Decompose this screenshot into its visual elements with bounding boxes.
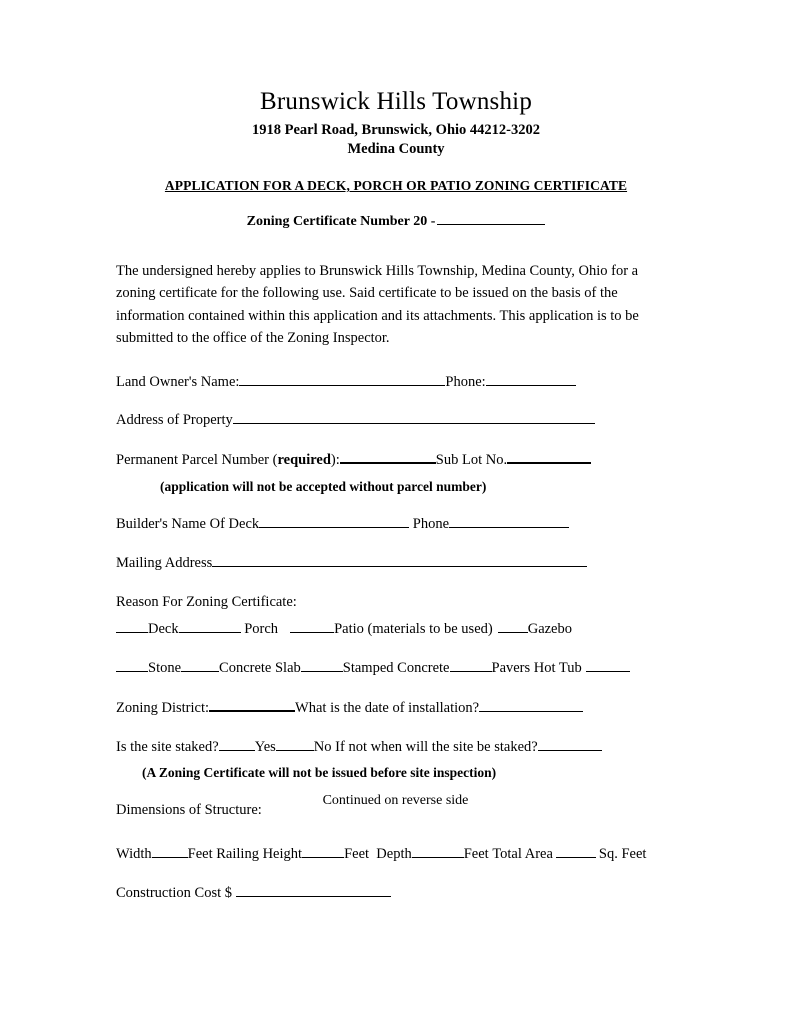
parcel-row	[116, 449, 676, 472]
depth-field[interactable]	[412, 844, 464, 858]
railing-height-field[interactable]	[302, 844, 344, 858]
reason-label-row	[116, 592, 676, 614]
install-date-field[interactable]	[479, 698, 583, 712]
reason-deck-label: Deck	[148, 621, 179, 638]
mailing-address-field[interactable]	[212, 553, 587, 567]
reason-patio-label: Patio (materials to be used)	[334, 621, 493, 638]
stone-checkbox-line[interactable]	[116, 658, 148, 672]
builder-row	[116, 514, 676, 536]
construction-cost-label: Construction Cost $	[116, 884, 233, 901]
zoning-district-label: Zoning District:	[116, 699, 210, 716]
land-owner-field[interactable]	[239, 372, 445, 386]
parcel-number-field[interactable]	[340, 449, 436, 464]
township-title: Brunswick Hills Township	[259, 88, 533, 115]
material-pavers-label: Pavers	[491, 660, 531, 677]
land-owner-label: Land Owner's Name:	[116, 373, 240, 390]
feet-label-1: Feet	[187, 846, 213, 863]
owner-phone-field[interactable]	[486, 372, 576, 386]
intro-paragraph: The undersigned hereby applies to Brunswick Hills Township, Medina County, Ohio for a zoning certificate for the following use. Said certificate to be issued on the basis of the information contained within this application and its attachments. This application is to be submitted to the office of the Zoning Inspector.	[116, 262, 639, 347]
gazebo-checkbox-line[interactable]	[498, 619, 528, 633]
township-address: 1918 Pearl Road, Brunswick, Ohio 44212-3202	[252, 121, 540, 138]
porch-checkbox-line[interactable]	[179, 619, 241, 633]
parcel-label-a: Permanent Parcel Number (	[116, 452, 278, 469]
feet-label-3: Feet	[463, 846, 489, 863]
inspection-note: (A Zoning Certificate will not be issued before site inspection)	[142, 765, 497, 781]
address-label: Address of Property	[116, 412, 233, 429]
application-title: APPLICATION FOR A DECK, PORCH OR PATIO ZONING CERTIFICATE	[164, 177, 628, 193]
mailing-label: Mailing Address	[116, 554, 213, 571]
feet-label-2: Feet	[344, 846, 370, 863]
sq-feet-label: Sq. Feet	[598, 846, 647, 863]
staked-no-line[interactable]	[276, 737, 314, 751]
land-owner-row	[116, 372, 676, 394]
staked-yes-line[interactable]	[219, 737, 255, 751]
material-stamped-concrete-label: Stamped Concrete	[342, 660, 450, 677]
deck-checkbox-line[interactable]	[116, 619, 148, 633]
mailing-row	[116, 553, 676, 575]
zoning-district-row	[116, 697, 676, 720]
dimensions-label: Dimensions of Structure:	[116, 802, 262, 819]
sub-lot-label: Sub Lot No.	[435, 452, 508, 469]
staked-row	[116, 737, 676, 759]
material-stone-label: Stone	[148, 660, 182, 677]
materials-row	[116, 658, 676, 680]
sub-lot-field[interactable]	[507, 449, 591, 464]
builder-phone-field[interactable]	[449, 514, 569, 528]
staked-when-field[interactable]	[538, 737, 602, 751]
depth-label: Depth	[376, 846, 412, 863]
builder-name-field[interactable]	[259, 514, 409, 528]
width-field[interactable]	[152, 844, 188, 858]
phone-label: Phone:	[445, 373, 486, 390]
reason-porch-label: Porch	[244, 621, 279, 638]
builder-phone-label: Phone	[412, 515, 450, 532]
parcel-note: (application will not be accepted without parcel number)	[160, 479, 487, 495]
parcel-required-word: required	[277, 452, 331, 469]
width-label: Width	[116, 846, 152, 863]
material-hot-tub-label: Hot Tub	[533, 660, 582, 677]
install-date-label: What is the date of installation?	[295, 699, 480, 716]
reason-label: Reason For Zoning Certificate:	[116, 593, 297, 610]
material-concrete-slab-label: Concrete Slab	[219, 660, 301, 677]
builder-label: Builder's Name Of Deck	[116, 515, 260, 532]
reason-options-row	[116, 619, 676, 641]
construction-cost-row	[116, 883, 676, 905]
construction-cost-field[interactable]	[236, 883, 391, 897]
township-county: Medina County	[347, 141, 445, 158]
staked-label: Is the site staked?	[116, 738, 219, 755]
address-row	[116, 410, 676, 432]
certificate-number-row	[116, 212, 676, 230]
staked-yes-label: Yes	[254, 738, 276, 755]
staked-no-label: No	[313, 738, 332, 755]
certificate-number-label: Zoning Certificate Number 20 -	[246, 213, 436, 229]
certificate-number-field[interactable]	[437, 212, 545, 225]
hot-tub-checkbox-line[interactable]	[586, 658, 630, 672]
stamped-concrete-checkbox-line[interactable]	[301, 658, 343, 672]
concrete-slab-checkbox-line[interactable]	[181, 658, 219, 672]
total-area-field[interactable]	[556, 844, 596, 858]
zoning-district-field[interactable]	[209, 697, 295, 712]
staked-when-label: If not when will the site be staked?	[335, 738, 538, 755]
address-field[interactable]	[233, 410, 595, 424]
footer-note: Continued on reverse side	[322, 793, 469, 808]
reason-gazebo-label: Gazebo	[527, 621, 572, 638]
railing-height-label: Railing Height	[216, 846, 303, 863]
dimensions-row	[116, 844, 676, 866]
total-area-label: Total Area	[492, 846, 553, 863]
patio-checkbox-line[interactable]	[290, 619, 334, 633]
parcel-label-b: ):	[330, 452, 340, 469]
pavers-checkbox-line[interactable]	[450, 658, 492, 672]
